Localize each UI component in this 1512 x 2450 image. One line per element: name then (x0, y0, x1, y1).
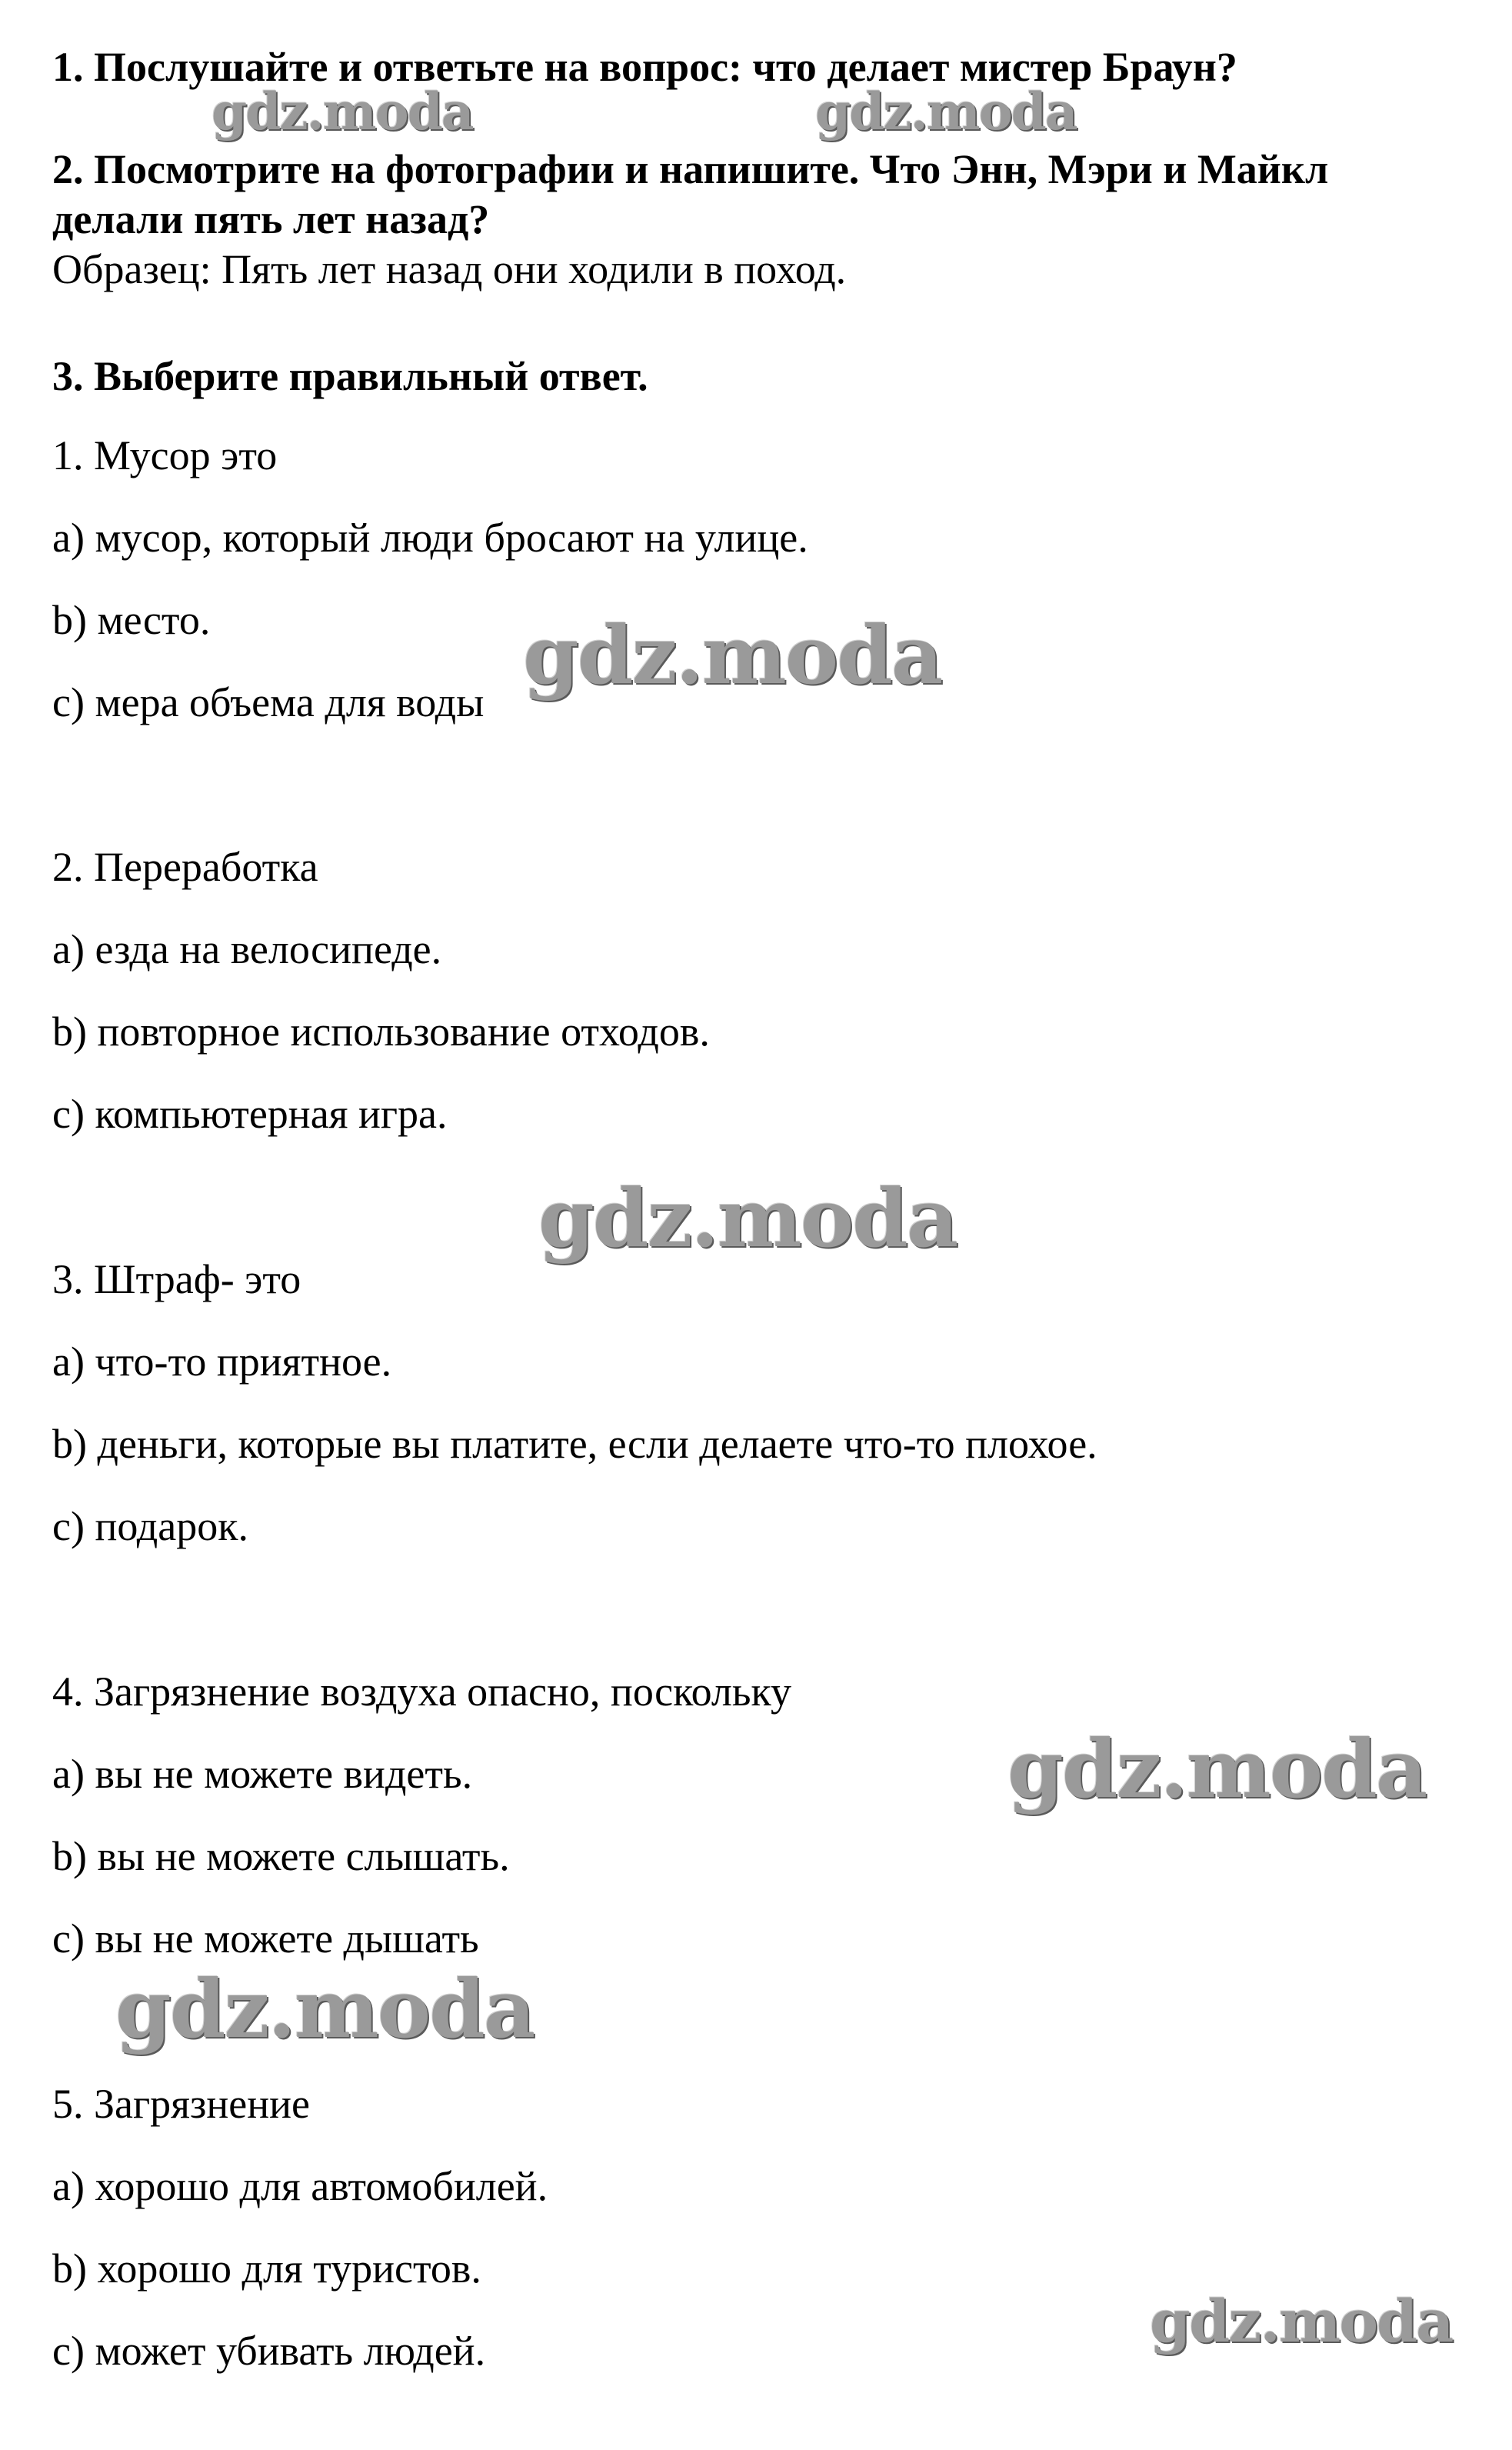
question-2: 2. Переработка (52, 844, 318, 890)
watermark: gdz.moda (523, 608, 942, 702)
question-3: 3. Штраф- это (52, 1256, 301, 1302)
question-3-option-b: b) деньги, которые вы платите, если делаете что-то плохое. (52, 1421, 1097, 1467)
watermark: gdz.moda (815, 82, 1077, 142)
task-2-heading-line-2: делали пять лет назад? (52, 196, 490, 242)
task-1-heading: 1. Послушайте и ответьте на вопрос: что делает мистер Браун? (52, 44, 1237, 90)
question-2-option-a: a) езда на велосипеде. (52, 926, 442, 972)
question-1-option-c: c) мера объема для воды (52, 679, 485, 725)
question-5: 5. Загрязнение (52, 2081, 310, 2127)
task-2-heading-line-1: 2. Посмотрите на фотографии и напишите. Что Энн, Мэри и Майкл (52, 146, 1329, 192)
question-1-option-b: b) место. (52, 597, 211, 643)
watermark: gdz.moda (211, 82, 473, 142)
question-3-option-c: c) подарок. (52, 1503, 248, 1549)
question-5-option-b: b) хорошо для туристов. (52, 2245, 481, 2292)
question-2-option-c: c) компьютерная игра. (52, 1091, 448, 1137)
question-4-option-c: c) вы не можете дышать (52, 1915, 479, 1962)
watermark: gdz.moda (538, 1171, 957, 1265)
question-4-option-b: b) вы не можете слышать. (52, 1833, 510, 1879)
watermark: gdz.moda (1007, 1722, 1427, 1816)
watermark: gdz.moda (115, 1962, 535, 2056)
question-5-option-a: a) хорошо для автомобилей. (52, 2163, 548, 2209)
question-1: 1. Мусор это (52, 432, 278, 478)
question-4-option-a: a) вы не можете видеть. (52, 1751, 473, 1797)
task-3-heading: 3. Выберите правильный ответ. (52, 353, 648, 399)
question-4: 4. Загрязнение воздуха опасно, поскольку (52, 1668, 791, 1715)
question-2-option-b: b) повторное использование отходов. (52, 1008, 710, 1055)
task-2-sample: Образец: Пять лет назад они ходили в поход. (52, 246, 847, 292)
question-1-option-a: a) мусор, который люди бросают на улице. (52, 515, 808, 561)
question-5-option-c: c) может убивать людей. (52, 2328, 486, 2374)
watermark: gdz.moda (1150, 2287, 1453, 2355)
question-3-option-a: a) что-то приятное. (52, 1338, 392, 1385)
